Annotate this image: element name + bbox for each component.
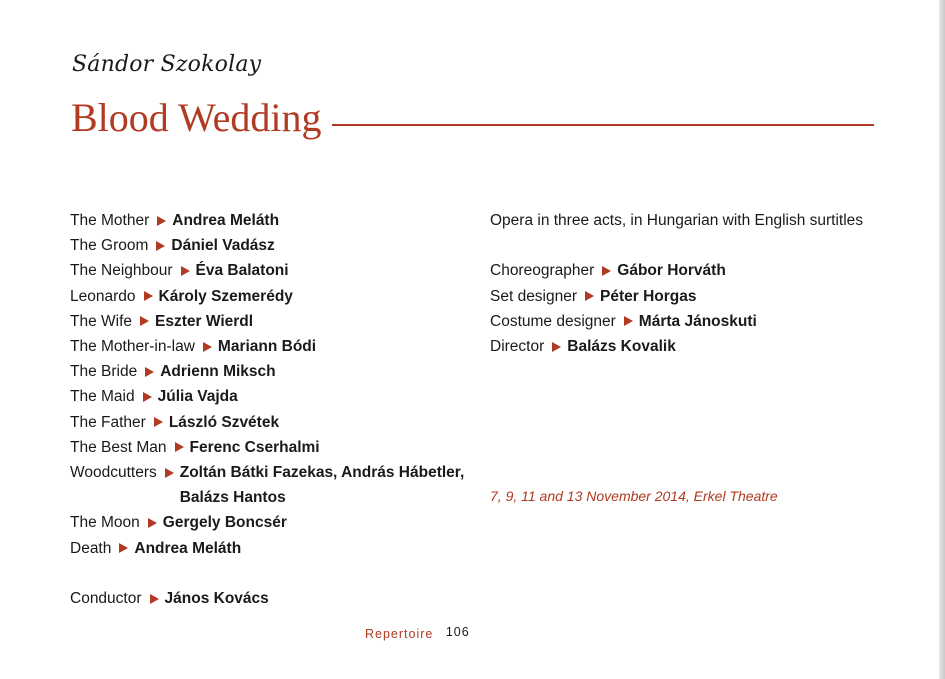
spacer — [490, 233, 910, 258]
cast-role: The Neighbour — [70, 262, 173, 280]
arrow-right-icon — [140, 316, 149, 326]
arrow-right-icon — [552, 342, 561, 352]
cast-role: The Wife — [70, 312, 133, 330]
cast-role: The Moon — [70, 514, 140, 532]
cast-name: Balázs Hantos — [179, 489, 286, 507]
cast-role: Death — [70, 539, 112, 557]
description-text: Opera in three acts, in Hungarian with English surtitles — [490, 212, 864, 229]
spacer — [70, 561, 490, 586]
cast-role: The Mother-in-law — [70, 338, 195, 356]
page-number: 106 — [445, 625, 470, 639]
creative-role: Director — [490, 338, 545, 355]
cast-name: Ferenc Cserhalmi — [189, 438, 320, 456]
cast-name: Dániel Vadász — [171, 237, 275, 255]
creative-name: Gábor Horváth — [617, 262, 726, 280]
cast-row — [70, 309, 490, 334]
cast-name: Andrea Meláth — [134, 539, 242, 557]
cast-name: Károly Szemerédy — [158, 287, 293, 305]
cast-name: Gergely Boncsér — [162, 514, 287, 532]
creative-row — [490, 309, 910, 334]
cast-name: Adrienn Miksch — [160, 363, 276, 381]
arrow-right-icon — [175, 442, 184, 452]
page-edge-shadow — [939, 0, 945, 679]
arrow-right-icon — [148, 518, 157, 528]
cast-row — [70, 435, 490, 460]
cast-name: Zoltán Bátki Fazekas, András Hábetler, — [179, 464, 465, 482]
arrow-right-icon — [624, 316, 633, 326]
cast-name: Eszter Wierdl — [155, 312, 254, 330]
title-row — [71, 90, 874, 140]
cast-row — [70, 460, 490, 510]
cast-row — [70, 410, 490, 435]
creative-name: Péter Horgas — [600, 287, 697, 305]
cast-role: The Best Man — [70, 438, 167, 456]
page-title: Blood Wedding — [71, 95, 322, 140]
cast-role: The Groom — [70, 237, 149, 255]
cast-row — [70, 284, 490, 309]
cast-role: The Maid — [70, 388, 135, 406]
cast-list — [70, 208, 490, 611]
page-footer — [365, 627, 470, 641]
creative-role: Costume designer — [490, 312, 616, 330]
arrow-right-icon — [165, 468, 174, 478]
arrow-right-icon — [145, 367, 154, 377]
cast-row — [70, 258, 490, 283]
cast-row — [70, 359, 490, 384]
composer-name: Sándor Szokolay — [72, 52, 262, 77]
cast-row — [70, 334, 490, 359]
creative-row — [490, 284, 910, 309]
arrow-right-icon — [154, 417, 163, 427]
creative-role: Set designer — [490, 287, 578, 305]
cast-role: The Father — [70, 413, 146, 431]
cast-role: The Bride — [70, 363, 138, 381]
cast-name: Júlia Vajda — [157, 388, 238, 406]
cast-name: Éva Balatoni — [195, 262, 289, 280]
cast-row — [70, 536, 490, 561]
title-rule — [332, 124, 875, 126]
conductor-name: János Kovács — [164, 590, 269, 608]
opera-description — [490, 208, 910, 233]
cast-role: Leonardo — [70, 287, 136, 305]
arrow-right-icon — [119, 543, 128, 553]
creative-row — [490, 258, 910, 283]
arrow-right-icon — [203, 342, 212, 352]
creative-name: Márta Jánoskuti — [638, 312, 757, 330]
arrow-right-icon — [181, 266, 190, 276]
arrow-right-icon — [602, 266, 611, 276]
cast-role: Woodcutters — [70, 464, 157, 482]
arrow-right-icon — [585, 291, 594, 301]
arrow-right-icon — [157, 216, 166, 226]
creative-row — [490, 334, 910, 359]
creative-name: Balázs Kovalik — [567, 338, 676, 355]
arrow-right-icon — [156, 241, 165, 251]
cast-row — [70, 384, 490, 409]
performance-dates: 7, 9, 11 and 13 November 2014, Erkel Theatre — [490, 488, 778, 504]
creative-role: Choreographer — [490, 262, 595, 280]
cast-role: The Mother — [70, 212, 150, 229]
cast-name: László Szvétek — [168, 413, 280, 431]
production-info — [490, 208, 910, 359]
cast-name: Mariann Bódi — [217, 338, 317, 356]
footer-section-label: Repertoire — [365, 627, 434, 641]
conductor-role: Conductor — [70, 590, 142, 608]
conductor-row — [70, 586, 490, 611]
cast-names-group — [180, 460, 465, 510]
cast-name: Andrea Meláth — [172, 212, 280, 229]
arrow-right-icon — [150, 594, 159, 604]
arrow-right-icon — [143, 392, 152, 402]
cast-row — [70, 510, 490, 535]
cast-row — [70, 233, 490, 258]
arrow-right-icon — [144, 291, 153, 301]
cast-row — [70, 208, 490, 233]
